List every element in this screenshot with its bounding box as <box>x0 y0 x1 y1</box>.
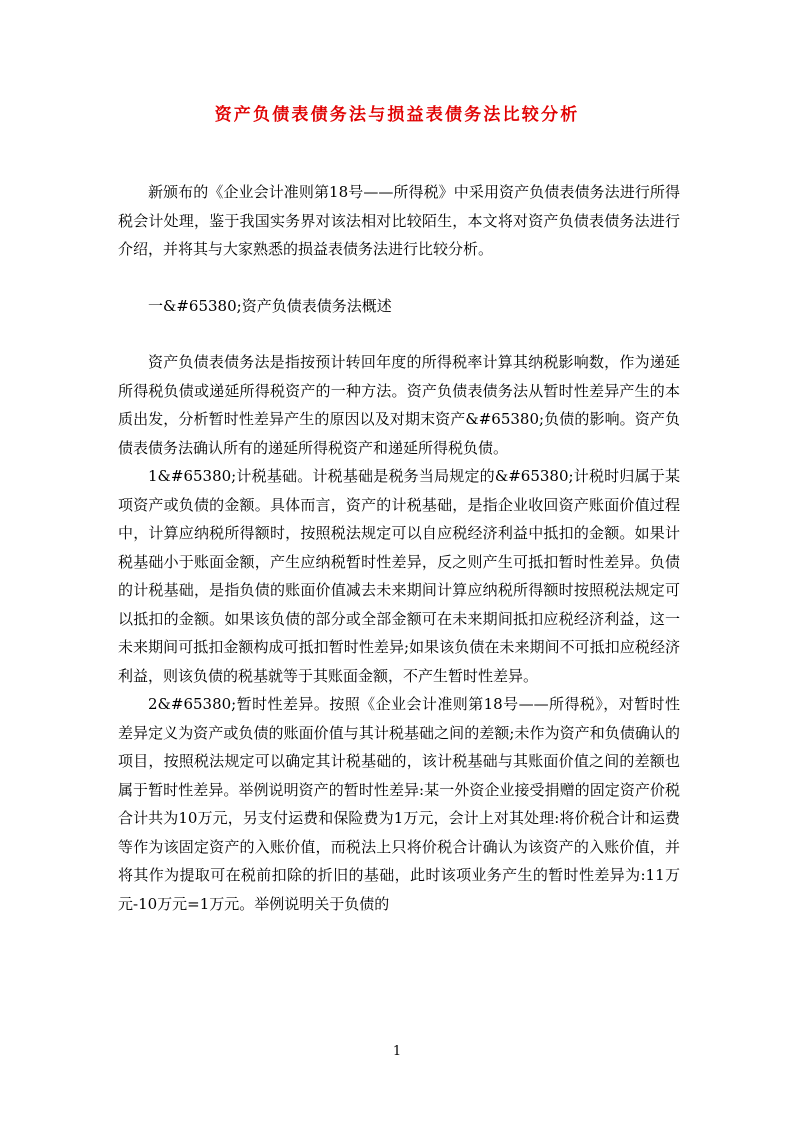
section-heading: 一&#65380;资产负债表债务法概述 <box>148 296 392 315</box>
document-body <box>118 178 680 918</box>
intro-paragraph: 新颁布的《企业会计准则第18号——所得税》中采用资产负债表债务法进行所得税会计处理，鉴于我国实务界对该法相对比较陌生，本文将对资产负债表债务法进行介绍，并将其与大家熟悉的损益表债务法进行比较分析。 <box>118 183 680 258</box>
tax-basis-paragraph: 1&#65380;计税基础。计税基础是税务当局规定的&#65380;计税时归属于某项资产或负债的金额。具体而言，资产的计税基础，是指企业收回资产账面价值过程中，计算应纳税所得额时，按照税法规定可以自应税经济利益中抵扣的金额。如果计税基础小于账面金额，产生应纳税暂时性差异，反之则产生可抵扣暂时性差异。负债的计税基础，是指负债的账面价值减去未来期间计算应纳税所得额时按照税法规定可以抵扣的金额。如果该负债的部分或全部金额可在未来期间抵扣应税经济利益，这一未来期间可抵扣金额构成可抵扣暂时性差异;如果该负债在未来期间不可抵扣应税经济利益，则该负债的税基就等于其账面金额，不产生暂时性差异。 <box>118 467 680 685</box>
page-number: 1 <box>392 1044 402 1059</box>
definition-paragraph: 资产负债表债务法是指按预计转回年度的所得税率计算其纳税影响数，作为递延所得税负债或递延所得税资产的一种方法。资产负债表债务法从暂时性差异产生的本质出发，分析暂时性差异产生的原因以及对期末资产&#65380;负债的影响。资产负债表债务法确认所有的递延所得税资产和递延所得税负债。 <box>118 353 680 457</box>
temporary-difference-paragraph: 2&#65380;暂时性差异。按照《企业会计准则第18号——所得税》，对暂时性差异定义为资产或负债的账面价值与其计税基础之间的差额;未作为资产和负债确认的项目，按照税法规定可以确定其计税基础的，该计税基础与其账面价值之间的差额也属于暂时性差异。举例说明资产的暂时性差异:某一外资企业接受捐赠的固定资产价税合计共为10万元，另支付运费和保险费为1万元，会计上对其处理:将价税合计和运费等作为该固定资产的入账价值，而税法上只将价税合计确认为该资产的入账价值，并将其作为提取可在税前扣除的折旧的基础，此时该项业务产生的暂时性差异为:11万元-10万元=1万元。举例说明关于负债的 <box>118 695 680 913</box>
document-title: 资产负债表债务法与损益表债务法比较分析 <box>214 105 580 125</box>
